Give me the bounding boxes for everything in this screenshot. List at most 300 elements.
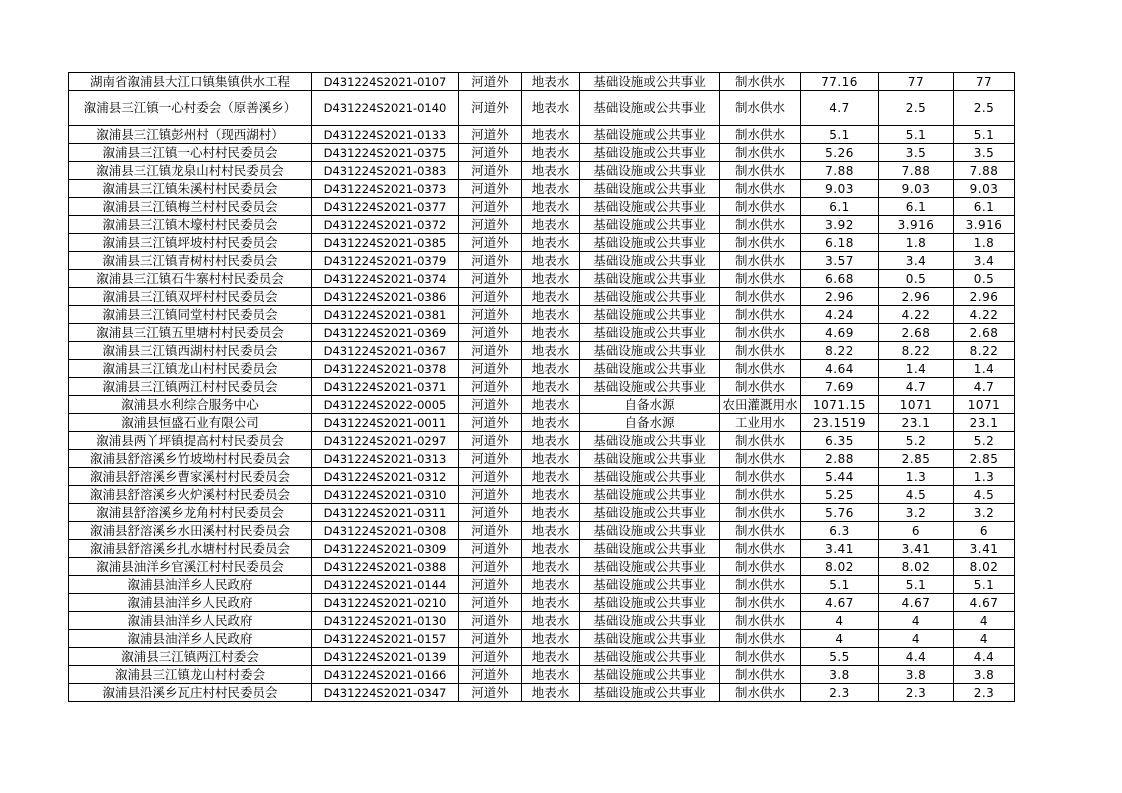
- unit-name-cell: 溆浦县三江镇木壕村村民委员会: [69, 216, 312, 234]
- water-use-cell: 制水供水: [720, 666, 801, 684]
- value-1-cell: 8.02: [801, 558, 879, 576]
- value-2-cell: 3.8: [879, 666, 954, 684]
- value-3-cell: 2.5: [954, 91, 1015, 126]
- unit-name-cell: 溆浦县三江镇石牛寨村村民委员会: [69, 270, 312, 288]
- water-source-cell: 地表水: [522, 126, 580, 144]
- value-2-cell: 4: [879, 630, 954, 648]
- category-cell: 基础设施或公共事业: [580, 162, 720, 180]
- location-cell: 河道外: [459, 216, 522, 234]
- table-row: [69, 486, 1015, 504]
- table-row: [69, 612, 1015, 630]
- category-cell: 基础设施或公共事业: [580, 288, 720, 306]
- table-row: [69, 396, 1015, 414]
- value-1-cell: 6.18: [801, 234, 879, 252]
- value-3-cell: 3.916: [954, 216, 1015, 234]
- water-source-cell: 地表水: [522, 414, 580, 432]
- unit-name-cell: 溆浦县舒溶溪乡曹家溪村村民委员会: [69, 468, 312, 486]
- value-3-cell: 3.4: [954, 252, 1015, 270]
- value-2-cell: 2.5: [879, 91, 954, 126]
- value-2-cell: 5.1: [879, 576, 954, 594]
- unit-name-cell: 溆浦县三江镇龙山村村委会: [69, 666, 312, 684]
- water-source-cell: 地表水: [522, 540, 580, 558]
- table-row: [69, 144, 1015, 162]
- table-row: [69, 594, 1015, 612]
- water-use-cell: 制水供水: [720, 234, 801, 252]
- water-source-cell: 地表水: [522, 306, 580, 324]
- category-cell: 基础设施或公共事业: [580, 450, 720, 468]
- value-3-cell: 1.3: [954, 468, 1015, 486]
- value-3-cell: 2.85: [954, 450, 1015, 468]
- location-cell: 河道外: [459, 684, 522, 702]
- category-cell: 基础设施或公共事业: [580, 486, 720, 504]
- value-2-cell: 0.5: [879, 270, 954, 288]
- water-use-cell: 制水供水: [720, 540, 801, 558]
- value-3-cell: 77: [954, 73, 1015, 91]
- location-cell: 河道外: [459, 342, 522, 360]
- location-cell: 河道外: [459, 594, 522, 612]
- water-use-cell: 制水供水: [720, 558, 801, 576]
- water-use-cell: 制水供水: [720, 270, 801, 288]
- water-source-cell: 地表水: [522, 432, 580, 450]
- table-row: [69, 666, 1015, 684]
- water-use-cell: 制水供水: [720, 486, 801, 504]
- category-cell: 自备水源: [580, 414, 720, 432]
- value-3-cell: 2.3: [954, 684, 1015, 702]
- value-1-cell: 4.7: [801, 91, 879, 126]
- value-1-cell: 6.1: [801, 198, 879, 216]
- category-cell: 基础设施或公共事业: [580, 558, 720, 576]
- value-2-cell: 6.1: [879, 198, 954, 216]
- value-2-cell: 4.7: [879, 378, 954, 396]
- location-cell: 河道外: [459, 414, 522, 432]
- value-2-cell: 1.4: [879, 360, 954, 378]
- location-cell: 河道外: [459, 91, 522, 126]
- permit-code-cell: D431224S2021-0371: [312, 378, 459, 396]
- table-row: [69, 216, 1015, 234]
- category-cell: 基础设施或公共事业: [580, 684, 720, 702]
- water-use-cell: 农田灌溉用水: [720, 396, 801, 414]
- value-2-cell: 1071: [879, 396, 954, 414]
- value-2-cell: 8.02: [879, 558, 954, 576]
- category-cell: 基础设施或公共事业: [580, 234, 720, 252]
- table-row: [69, 540, 1015, 558]
- water-source-cell: 地表水: [522, 162, 580, 180]
- value-2-cell: 5.1: [879, 126, 954, 144]
- location-cell: 河道外: [459, 306, 522, 324]
- category-cell: 基础设施或公共事业: [580, 468, 720, 486]
- value-3-cell: 3.41: [954, 540, 1015, 558]
- water-source-cell: 地表水: [522, 594, 580, 612]
- value-1-cell: 7.88: [801, 162, 879, 180]
- water-source-cell: 地表水: [522, 216, 580, 234]
- value-3-cell: 2.68: [954, 324, 1015, 342]
- category-cell: 基础设施或公共事业: [580, 612, 720, 630]
- table-row: [69, 270, 1015, 288]
- category-cell: 基础设施或公共事业: [580, 91, 720, 126]
- value-1-cell: 77.16: [801, 73, 879, 91]
- water-source-cell: 地表水: [522, 324, 580, 342]
- water-source-cell: 地表水: [522, 396, 580, 414]
- value-1-cell: 6.3: [801, 522, 879, 540]
- permit-code-cell: D431224S2021-0311: [312, 504, 459, 522]
- value-2-cell: 2.68: [879, 324, 954, 342]
- table-row: [69, 504, 1015, 522]
- permit-code-cell: D431224S2021-0166: [312, 666, 459, 684]
- water-use-cell: 制水供水: [720, 91, 801, 126]
- value-1-cell: 5.5: [801, 648, 879, 666]
- unit-name-cell: 溆浦县沿溪乡瓦庄村村民委员会: [69, 684, 312, 702]
- permit-code-cell: D431224S2021-0144: [312, 576, 459, 594]
- value-1-cell: 5.1: [801, 126, 879, 144]
- unit-name-cell: 溆浦县油洋乡官溪江村村民委员会: [69, 558, 312, 576]
- category-cell: 基础设施或公共事业: [580, 360, 720, 378]
- table-row: [69, 468, 1015, 486]
- permit-code-cell: D431224S2021-0309: [312, 540, 459, 558]
- value-2-cell: 3.5: [879, 144, 954, 162]
- water-use-cell: 制水供水: [720, 630, 801, 648]
- value-2-cell: 4.67: [879, 594, 954, 612]
- unit-name-cell: 溆浦县三江镇一心村委会（原善溪乡）: [69, 91, 312, 126]
- table-row: [69, 180, 1015, 198]
- value-3-cell: 7.88: [954, 162, 1015, 180]
- value-3-cell: 4.22: [954, 306, 1015, 324]
- category-cell: 基础设施或公共事业: [580, 252, 720, 270]
- unit-name-cell: 溆浦县三江镇彭州村（现西湖村）: [69, 126, 312, 144]
- value-2-cell: 3.916: [879, 216, 954, 234]
- category-cell: 基础设施或公共事业: [580, 198, 720, 216]
- permit-code-cell: D431224S2021-0385: [312, 234, 459, 252]
- unit-name-cell: 溆浦县油洋乡人民政府: [69, 576, 312, 594]
- table-row: [69, 432, 1015, 450]
- unit-name-cell: 溆浦县油洋乡人民政府: [69, 594, 312, 612]
- value-1-cell: 6.68: [801, 270, 879, 288]
- value-1-cell: 2.3: [801, 684, 879, 702]
- value-2-cell: 8.22: [879, 342, 954, 360]
- value-2-cell: 4.22: [879, 306, 954, 324]
- value-1-cell: 2.88: [801, 450, 879, 468]
- unit-name-cell: 溆浦县三江镇青树村村民委员会: [69, 252, 312, 270]
- water-use-cell: 制水供水: [720, 576, 801, 594]
- value-1-cell: 3.57: [801, 252, 879, 270]
- unit-name-cell: 溆浦县三江镇一心村村民委员会: [69, 144, 312, 162]
- value-2-cell: 3.2: [879, 504, 954, 522]
- water-source-cell: 地表水: [522, 684, 580, 702]
- value-3-cell: 3.8: [954, 666, 1015, 684]
- permit-code-cell: D431224S2021-0375: [312, 144, 459, 162]
- value-2-cell: 2.96: [879, 288, 954, 306]
- permit-code-cell: D431224S2021-0308: [312, 522, 459, 540]
- water-source-cell: 地表水: [522, 144, 580, 162]
- table-row: [69, 306, 1015, 324]
- water-use-cell: 制水供水: [720, 306, 801, 324]
- water-source-cell: 地表水: [522, 486, 580, 504]
- value-2-cell: 3.41: [879, 540, 954, 558]
- unit-name-cell: 溆浦县三江镇龙泉山村村民委员会: [69, 162, 312, 180]
- unit-name-cell: 溆浦县舒溶溪乡龙角村村民委员会: [69, 504, 312, 522]
- location-cell: 河道外: [459, 126, 522, 144]
- unit-name-cell: 溆浦县三江镇龙山村村民委员会: [69, 360, 312, 378]
- value-2-cell: 23.1: [879, 414, 954, 432]
- location-cell: 河道外: [459, 180, 522, 198]
- value-2-cell: 7.88: [879, 162, 954, 180]
- water-source-cell: 地表水: [522, 378, 580, 396]
- water-source-cell: 地表水: [522, 360, 580, 378]
- value-1-cell: 4.24: [801, 306, 879, 324]
- location-cell: 河道外: [459, 234, 522, 252]
- value-3-cell: 4.5: [954, 486, 1015, 504]
- value-1-cell: 7.69: [801, 378, 879, 396]
- value-1-cell: 4: [801, 630, 879, 648]
- location-cell: 河道外: [459, 630, 522, 648]
- water-use-cell: 制水供水: [720, 144, 801, 162]
- unit-name-cell: 溆浦县三江镇两江村委会: [69, 648, 312, 666]
- location-cell: 河道外: [459, 198, 522, 216]
- value-3-cell: 1.4: [954, 360, 1015, 378]
- water-source-cell: 地表水: [522, 342, 580, 360]
- unit-name-cell: 溆浦县三江镇西湖村村民委员会: [69, 342, 312, 360]
- water-use-cell: 制水供水: [720, 198, 801, 216]
- unit-name-cell: 溆浦县三江镇梅兰村村民委员会: [69, 198, 312, 216]
- water-use-cell: 制水供水: [720, 450, 801, 468]
- category-cell: 基础设施或公共事业: [580, 666, 720, 684]
- value-2-cell: 4: [879, 612, 954, 630]
- unit-name-cell: 溆浦县油洋乡人民政府: [69, 612, 312, 630]
- location-cell: 河道外: [459, 504, 522, 522]
- category-cell: 基础设施或公共事业: [580, 630, 720, 648]
- value-3-cell: 4.67: [954, 594, 1015, 612]
- value-1-cell: 6.35: [801, 432, 879, 450]
- unit-name-cell: 溆浦县水利综合服务中心: [69, 396, 312, 414]
- table-row: [69, 684, 1015, 702]
- location-cell: 河道外: [459, 288, 522, 306]
- value-2-cell: 2.85: [879, 450, 954, 468]
- permit-code-cell: D431224S2021-0130: [312, 612, 459, 630]
- water-source-cell: 地表水: [522, 91, 580, 126]
- category-cell: 基础设施或公共事业: [580, 270, 720, 288]
- category-cell: 基础设施或公共事业: [580, 432, 720, 450]
- location-cell: 河道外: [459, 378, 522, 396]
- value-1-cell: 3.41: [801, 540, 879, 558]
- value-2-cell: 3.4: [879, 252, 954, 270]
- value-3-cell: 6.1: [954, 198, 1015, 216]
- category-cell: 基础设施或公共事业: [580, 648, 720, 666]
- table-row: [69, 162, 1015, 180]
- category-cell: 自备水源: [580, 396, 720, 414]
- table-row: [69, 252, 1015, 270]
- table-row: [69, 558, 1015, 576]
- permit-code-cell: D431224S2021-0347: [312, 684, 459, 702]
- location-cell: 河道外: [459, 576, 522, 594]
- unit-name-cell: 溆浦县三江镇坪坡村村民委员会: [69, 234, 312, 252]
- water-source-cell: 地表水: [522, 504, 580, 522]
- location-cell: 河道外: [459, 612, 522, 630]
- table-row: [69, 414, 1015, 432]
- location-cell: 河道外: [459, 648, 522, 666]
- category-cell: 基础设施或公共事业: [580, 576, 720, 594]
- value-2-cell: 2.3: [879, 684, 954, 702]
- location-cell: 河道外: [459, 360, 522, 378]
- value-1-cell: 23.1519: [801, 414, 879, 432]
- location-cell: 河道外: [459, 450, 522, 468]
- value-3-cell: 2.96: [954, 288, 1015, 306]
- water-source-cell: 地表水: [522, 648, 580, 666]
- water-use-cell: 制水供水: [720, 180, 801, 198]
- permit-code-cell: D431224S2021-0210: [312, 594, 459, 612]
- value-3-cell: 1.8: [954, 234, 1015, 252]
- value-2-cell: 4.4: [879, 648, 954, 666]
- water-use-cell: 制水供水: [720, 288, 801, 306]
- water-use-cell: 制水供水: [720, 126, 801, 144]
- value-1-cell: 5.76: [801, 504, 879, 522]
- value-1-cell: 3.92: [801, 216, 879, 234]
- value-1-cell: 4.67: [801, 594, 879, 612]
- table-row: [69, 576, 1015, 594]
- water-use-cell: 制水供水: [720, 594, 801, 612]
- unit-name-cell: 溆浦县舒溶溪乡水田溪村村民委员会: [69, 522, 312, 540]
- permit-code-cell: D431224S2021-0133: [312, 126, 459, 144]
- category-cell: 基础设施或公共事业: [580, 342, 720, 360]
- value-1-cell: 9.03: [801, 180, 879, 198]
- water-source-cell: 地表水: [522, 73, 580, 91]
- category-cell: 基础设施或公共事业: [580, 306, 720, 324]
- unit-name-cell: 溆浦县恒盛石业有限公司: [69, 414, 312, 432]
- permit-code-cell: D431224S2021-0140: [312, 91, 459, 126]
- permit-code-cell: D431224S2021-0373: [312, 180, 459, 198]
- value-3-cell: 8.22: [954, 342, 1015, 360]
- water-use-cell: 制水供水: [720, 504, 801, 522]
- unit-name-cell: 溆浦县舒溶溪乡火炉溪村村民委员会: [69, 486, 312, 504]
- water-source-cell: 地表水: [522, 666, 580, 684]
- water-use-cell: 制水供水: [720, 468, 801, 486]
- water-source-cell: 地表水: [522, 630, 580, 648]
- table-row: [69, 522, 1015, 540]
- value-3-cell: 1071: [954, 396, 1015, 414]
- unit-name-cell: 湖南省溆浦县大江口镇集镇供水工程: [69, 73, 312, 91]
- location-cell: 河道外: [459, 162, 522, 180]
- location-cell: 河道外: [459, 522, 522, 540]
- water-source-cell: 地表水: [522, 576, 580, 594]
- value-2-cell: 77: [879, 73, 954, 91]
- water-use-cell: 工业用水: [720, 414, 801, 432]
- category-cell: 基础设施或公共事业: [580, 378, 720, 396]
- water-permit-table: [68, 72, 1015, 702]
- unit-name-cell: 溆浦县两丫坪镇提高村村民委员会: [69, 432, 312, 450]
- value-3-cell: 5.1: [954, 576, 1015, 594]
- location-cell: 河道外: [459, 144, 522, 162]
- permit-code-cell: D431224S2021-0372: [312, 216, 459, 234]
- table-row: [69, 198, 1015, 216]
- water-use-cell: 制水供水: [720, 432, 801, 450]
- permit-code-cell: D431224S2021-0313: [312, 450, 459, 468]
- table-row: [69, 342, 1015, 360]
- unit-name-cell: 溆浦县舒溶溪乡竹坡坳村村民委员会: [69, 450, 312, 468]
- category-cell: 基础设施或公共事业: [580, 73, 720, 91]
- value-1-cell: 3.8: [801, 666, 879, 684]
- value-3-cell: 9.03: [954, 180, 1015, 198]
- location-cell: 河道外: [459, 558, 522, 576]
- unit-name-cell: 溆浦县三江镇两江村村民委员会: [69, 378, 312, 396]
- table-row: [69, 324, 1015, 342]
- value-1-cell: 5.1: [801, 576, 879, 594]
- unit-name-cell: 溆浦县三江镇同堂村村民委员会: [69, 306, 312, 324]
- permit-code-cell: D431224S2021-0107: [312, 73, 459, 91]
- value-3-cell: 4.7: [954, 378, 1015, 396]
- location-cell: 河道外: [459, 468, 522, 486]
- category-cell: 基础设施或公共事业: [580, 504, 720, 522]
- permit-code-cell: D431224S2021-0369: [312, 324, 459, 342]
- value-1-cell: 4.69: [801, 324, 879, 342]
- permit-code-cell: D431224S2021-0367: [312, 342, 459, 360]
- water-source-cell: 地表水: [522, 180, 580, 198]
- value-1-cell: 4.64: [801, 360, 879, 378]
- water-use-cell: 制水供水: [720, 648, 801, 666]
- category-cell: 基础设施或公共事业: [580, 216, 720, 234]
- value-3-cell: 8.02: [954, 558, 1015, 576]
- value-3-cell: 5.1: [954, 126, 1015, 144]
- category-cell: 基础设施或公共事业: [580, 324, 720, 342]
- value-2-cell: 1.8: [879, 234, 954, 252]
- water-use-cell: 制水供水: [720, 252, 801, 270]
- table-row: [69, 630, 1015, 648]
- water-source-cell: 地表水: [522, 270, 580, 288]
- location-cell: 河道外: [459, 252, 522, 270]
- value-3-cell: 6: [954, 522, 1015, 540]
- value-3-cell: 4.4: [954, 648, 1015, 666]
- category-cell: 基础设施或公共事业: [580, 594, 720, 612]
- permit-code-cell: D431224S2021-0374: [312, 270, 459, 288]
- location-cell: 河道外: [459, 432, 522, 450]
- unit-name-cell: 溆浦县三江镇五里塘村村民委员会: [69, 324, 312, 342]
- value-1-cell: 2.96: [801, 288, 879, 306]
- value-2-cell: 9.03: [879, 180, 954, 198]
- water-use-cell: 制水供水: [720, 216, 801, 234]
- permit-code-cell: D431224S2021-0381: [312, 306, 459, 324]
- table-row: [69, 648, 1015, 666]
- value-3-cell: 3.5: [954, 144, 1015, 162]
- value-3-cell: 4: [954, 612, 1015, 630]
- table-row: [69, 126, 1015, 144]
- value-1-cell: 5.26: [801, 144, 879, 162]
- location-cell: 河道外: [459, 73, 522, 91]
- water-source-cell: 地表水: [522, 468, 580, 486]
- value-3-cell: 3.2: [954, 504, 1015, 522]
- permit-code-cell: D431224S2021-0310: [312, 486, 459, 504]
- water-source-cell: 地表水: [522, 252, 580, 270]
- location-cell: 河道外: [459, 324, 522, 342]
- permit-code-cell: D431224S2022-0005: [312, 396, 459, 414]
- permit-code-cell: D431224S2021-0157: [312, 630, 459, 648]
- value-1-cell: 1071.15: [801, 396, 879, 414]
- location-cell: 河道外: [459, 540, 522, 558]
- value-3-cell: 4: [954, 630, 1015, 648]
- value-2-cell: 5.2: [879, 432, 954, 450]
- permit-code-cell: D431224S2021-0386: [312, 288, 459, 306]
- permit-code-cell: D431224S2021-0139: [312, 648, 459, 666]
- category-cell: 基础设施或公共事业: [580, 126, 720, 144]
- water-use-cell: 制水供水: [720, 684, 801, 702]
- water-source-cell: 地表水: [522, 288, 580, 306]
- unit-name-cell: 溆浦县舒溶溪乡扎水塘村村民委员会: [69, 540, 312, 558]
- category-cell: 基础设施或公共事业: [580, 144, 720, 162]
- value-2-cell: 1.3: [879, 468, 954, 486]
- table-row: [69, 91, 1015, 126]
- category-cell: 基础设施或公共事业: [580, 522, 720, 540]
- value-3-cell: 23.1: [954, 414, 1015, 432]
- unit-name-cell: 溆浦县油洋乡人民政府: [69, 630, 312, 648]
- unit-name-cell: 溆浦县三江镇双坪村村民委员会: [69, 288, 312, 306]
- permit-code-cell: D431224S2021-0011: [312, 414, 459, 432]
- value-3-cell: 5.2: [954, 432, 1015, 450]
